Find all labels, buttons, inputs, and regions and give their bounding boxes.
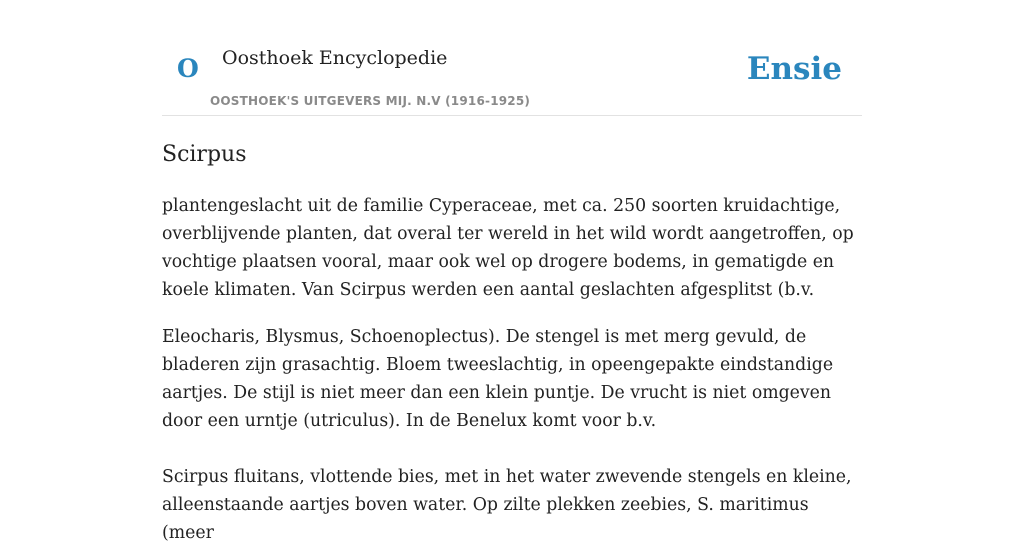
article-title: Scirpus xyxy=(162,142,247,167)
article-paragraph: Scirpus fluitans, vlottende bies, met in het water zwevende stengels en kleine, alleenstaande aartjes boven water. Op zilte plekken zeebies, S. maritimus (meer xyxy=(162,467,852,543)
article-paragraph: plantengeslacht uit de familie Cyperaceae, met ca. 250 soorten kruidachtige, overblijvende planten, dat overal ter wereld in het wild wordt aangetroffen, op vochtige plaatsen vooral, maar ook wel op drogere bodems, in gematigde en koele klimaten. Van Scirpus werden een aantal geslachten afgesplitst (b.v. xyxy=(162,196,854,300)
publication-title[interactable]: Oosthoek Encyclopedie xyxy=(222,47,448,69)
publication-header xyxy=(162,0,862,116)
publication-subtitle: OOSTHOEK'S UITGEVERS MIJ. N.V (1916-1925) xyxy=(210,94,531,108)
article-paragraph: Eleocharis, Blysmus, Schoenoplectus). De stengel is met merg gevuld, de bladeren zijn grasachtig. Bloem tweeslachtig, in opeengepakte eindstandige aartjes. De stijl is niet meer dan een klein puntje. De vrucht is niet omgeven door een urntje (utriculus). In de Benelux komt voor b.v. xyxy=(162,327,834,431)
ensie-brand-logo[interactable]: Ensie xyxy=(746,51,842,87)
page-container xyxy=(162,0,862,543)
publication-logo[interactable]: O xyxy=(177,54,199,83)
